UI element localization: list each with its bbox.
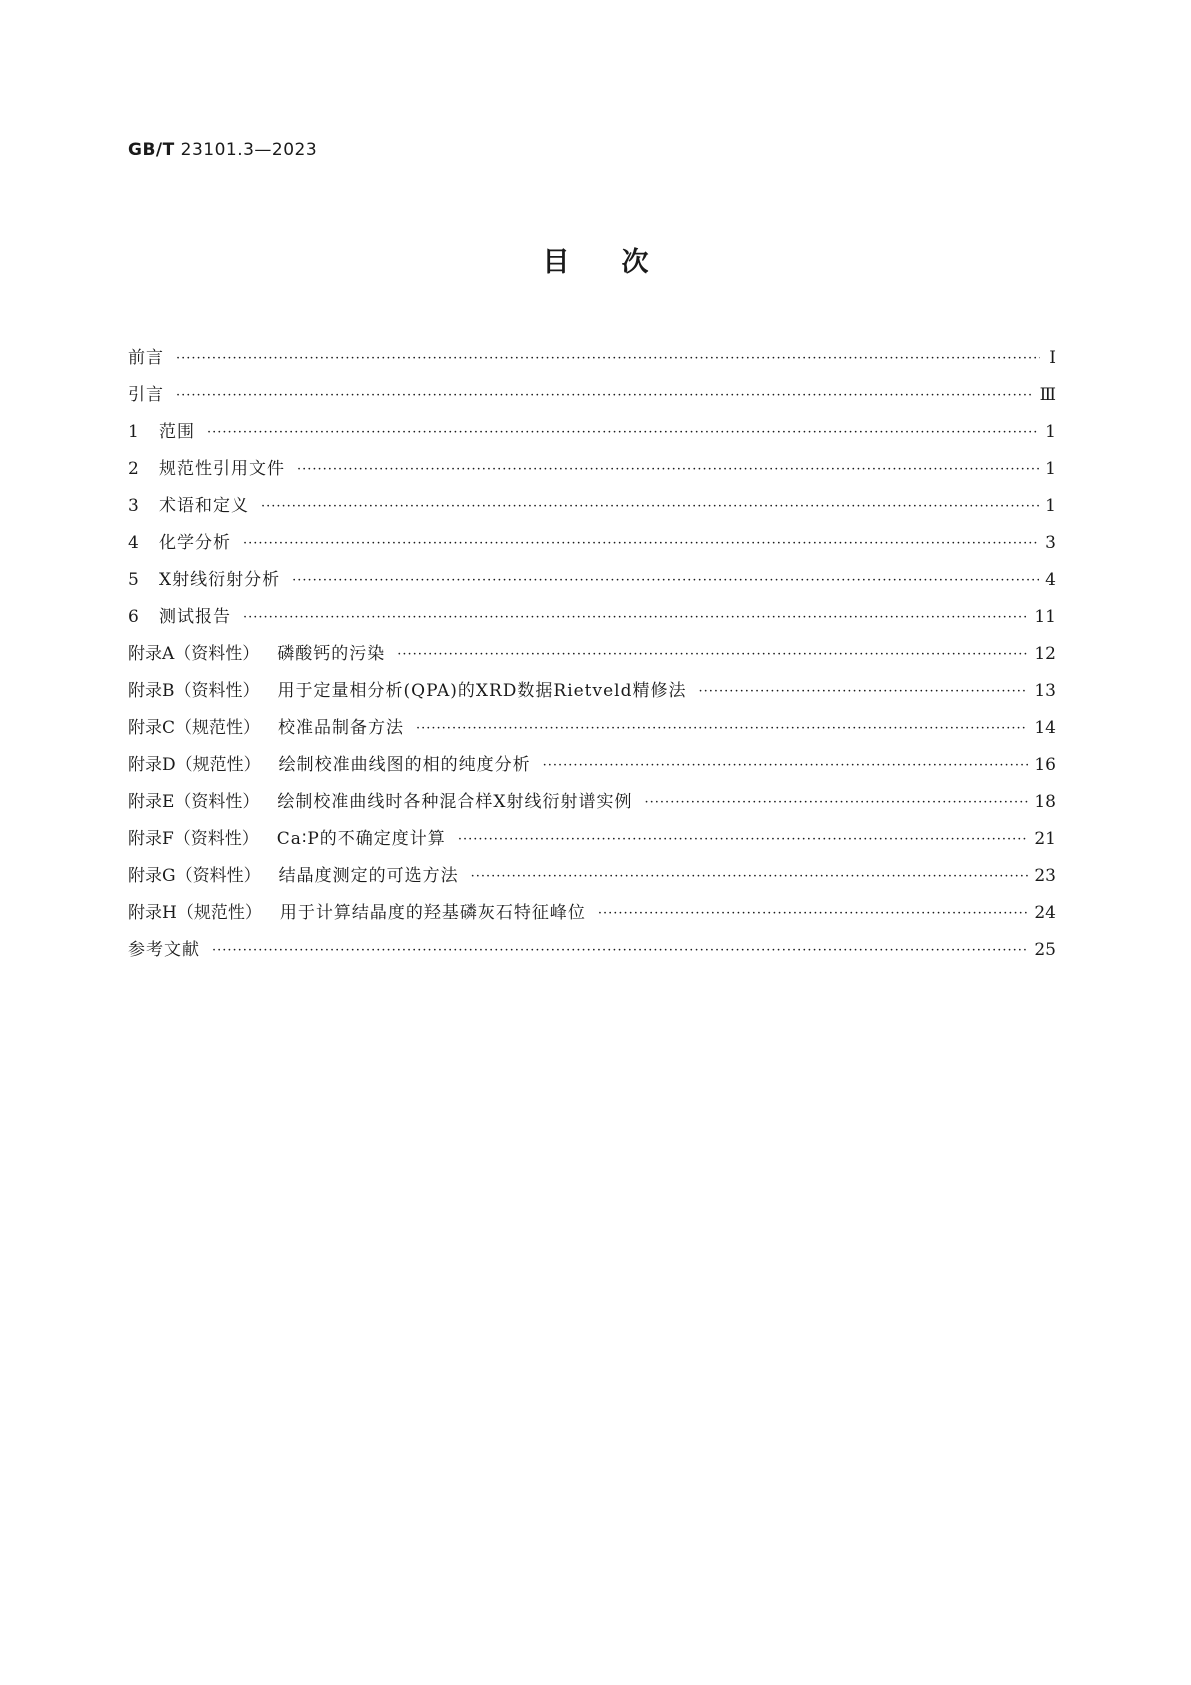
standard-code [128, 140, 317, 160]
toc-entry-page-number: 23 [1034, 866, 1056, 886]
toc-entry-page-number: Ⅰ [1049, 348, 1056, 368]
toc-dot-leader [176, 340, 1040, 377]
toc-entry-title: 测试报告 [159, 607, 231, 627]
toc-entry[interactable] [128, 377, 1056, 414]
toc-dot-leader [292, 562, 1039, 599]
toc-entry-page-number: 4 [1045, 570, 1056, 590]
toc-entry[interactable] [128, 562, 1056, 599]
toc-entry-number: 2 [128, 459, 139, 479]
toc-entry[interactable] [128, 821, 1056, 858]
toc-entry-number: 6 [128, 607, 139, 627]
toc-entry-title: 术语和定义 [159, 496, 249, 516]
toc-entry-title: 参考文献 [128, 940, 200, 960]
toc-entry-annex-label: 附录E（资料性） [128, 792, 260, 812]
toc-entry-page-number: Ⅲ [1039, 385, 1056, 405]
toc-entry-title: 校准品制备方法 [278, 718, 405, 738]
toc-entry-number: 5 [128, 570, 139, 590]
toc-entry-page-number: 24 [1034, 903, 1056, 923]
toc-entry-annex-label: 附录C（规范性） [128, 718, 261, 738]
toc-entry-title: 磷酸钙的污染 [277, 644, 386, 664]
toc-entry-number: 3 [128, 496, 139, 516]
toc-entry-page-number: 14 [1034, 718, 1056, 738]
toc-entry-number: 4 [128, 533, 139, 553]
toc-dot-leader [645, 784, 1029, 821]
toc-entry-annex-label: 附录D（规范性） [128, 755, 261, 775]
toc-entry-title: 绘制校准曲线时各种混合样X射线衍射谱实例 [277, 792, 633, 812]
toc-entry-title: X射线衍射分析 [159, 570, 281, 590]
toc-dot-leader [243, 599, 1028, 636]
toc-entry[interactable] [128, 673, 1056, 710]
toc-entry-page-number: 12 [1034, 644, 1056, 664]
toc-entry-title: 绘制校准曲线图的相的纯度分析 [278, 755, 531, 775]
toc-dot-leader [543, 747, 1029, 784]
toc-entry-title: Ca∶P的不确定度计算 [276, 829, 446, 849]
toc-dot-leader [261, 488, 1039, 525]
toc-entry-annex-label: 附录A（资料性） [128, 644, 260, 664]
toc-entry[interactable] [128, 858, 1056, 895]
toc-entry[interactable] [128, 525, 1056, 562]
toc-dot-leader [297, 451, 1039, 488]
toc-entry-title: 规范性引用文件 [159, 459, 285, 479]
toc-entry-title: 范围 [159, 422, 195, 442]
toc-entry-title: 结晶度测定的可选方法 [278, 866, 459, 886]
toc-entry-annex-label: 附录G（资料性） [128, 866, 261, 886]
toc-entry-page-number: 11 [1034, 607, 1056, 627]
toc-entry-page-number: 13 [1034, 681, 1056, 701]
toc-entry-title: 用于计算结晶度的羟基磷灰石特征峰位 [279, 903, 586, 923]
toc-dot-leader [416, 710, 1028, 747]
toc-entry-title: 引言 [128, 385, 164, 405]
toc-entry[interactable] [128, 932, 1056, 969]
toc-dot-leader [243, 525, 1039, 562]
toc-entry-title: 用于定量相分析(QPA)的XRD数据Rietveld精修法 [277, 681, 687, 701]
toc-entry-page-number: 3 [1045, 533, 1056, 553]
toc-dot-leader [207, 414, 1039, 451]
toc-entry-page-number: 25 [1034, 940, 1056, 960]
toc-entry-page-number: 1 [1045, 496, 1056, 516]
toc-entry[interactable] [128, 340, 1056, 377]
toc-entry-number: 1 [128, 422, 139, 442]
toc-entry[interactable] [128, 747, 1056, 784]
page-title: 目次 [542, 247, 701, 278]
toc-dot-leader [458, 821, 1029, 858]
toc-entry[interactable] [128, 710, 1056, 747]
standard-code-number: 23101.3—2023 [180, 140, 318, 160]
toc-dot-leader [176, 377, 1034, 414]
toc-entry-page-number: 16 [1034, 755, 1056, 775]
toc-entry[interactable] [128, 895, 1056, 932]
toc-dot-leader [397, 636, 1028, 673]
toc-entry[interactable] [128, 784, 1056, 821]
toc-entry-title: 前言 [128, 348, 164, 368]
toc-entry-annex-label: 附录B（资料性） [128, 681, 260, 701]
toc-entry[interactable] [128, 636, 1056, 673]
toc-entry-page-number: 1 [1045, 459, 1056, 479]
toc-dot-leader [471, 858, 1029, 895]
toc-dot-leader [598, 895, 1029, 932]
table-of-contents [128, 340, 1056, 969]
toc-dot-leader [212, 932, 1028, 969]
toc-entry-page-number: 18 [1034, 792, 1056, 812]
toc-entry-title: 化学分析 [159, 533, 231, 553]
toc-entry[interactable] [128, 451, 1056, 488]
toc-dot-leader [699, 673, 1029, 710]
toc-entry-page-number: 21 [1034, 829, 1056, 849]
standard-code-prefix: GB/T [128, 140, 175, 160]
toc-entry[interactable] [128, 599, 1056, 636]
toc-entry[interactable] [128, 488, 1056, 525]
toc-entry-page-number: 1 [1045, 422, 1056, 442]
toc-entry-annex-label: 附录F（资料性） [128, 829, 259, 849]
toc-entry-annex-label: 附录H（规范性） [128, 903, 262, 923]
toc-entry[interactable] [128, 414, 1056, 451]
